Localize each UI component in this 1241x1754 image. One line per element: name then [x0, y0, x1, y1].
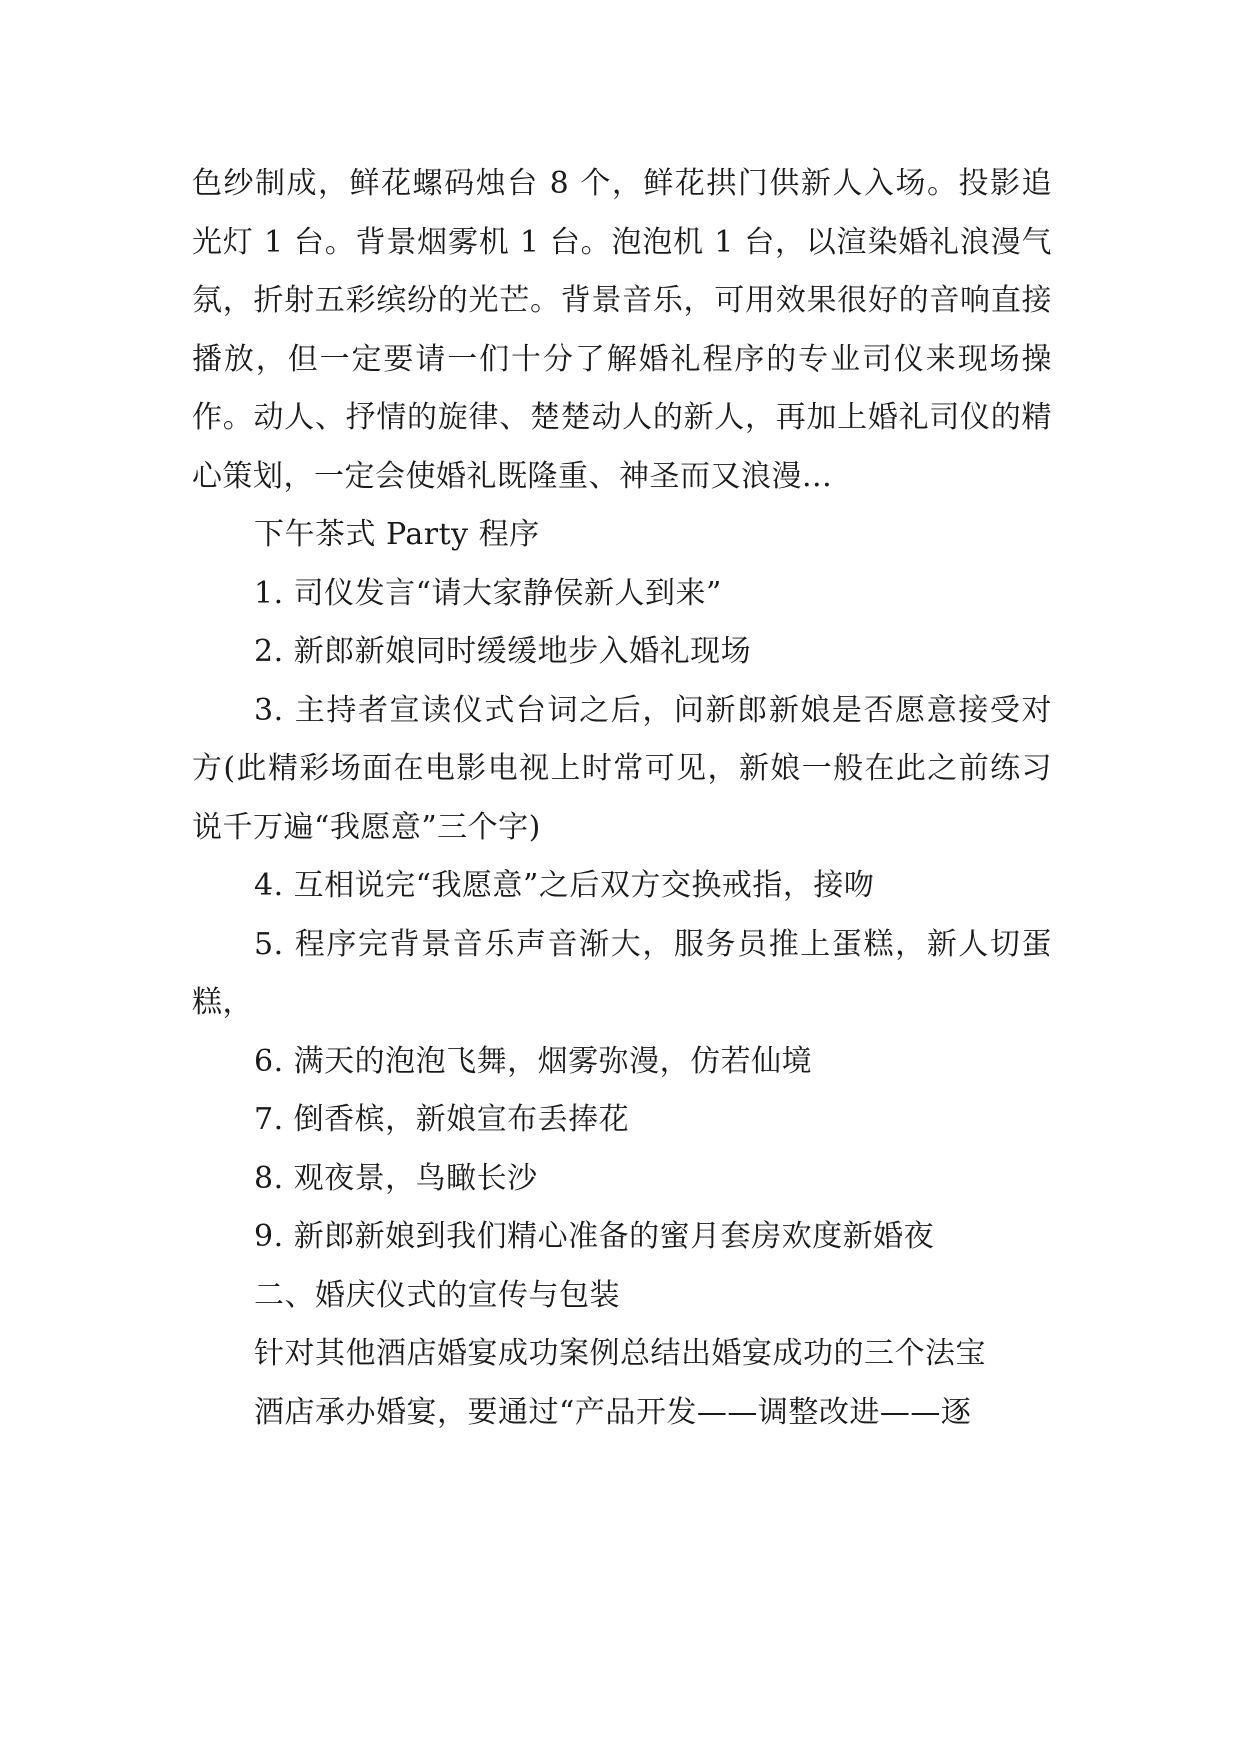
list-item-2: 2. 新郎新娘同时缓缓地步入婚礼现场 — [254, 634, 752, 669]
list-item-1: 1. 司仪发言“请大家静侯新人到来” — [254, 575, 722, 611]
list-item-4: 4. 互相说完“我愿意”之后双方交换戒指，接吻 — [254, 868, 875, 903]
paragraph-summary: 针对其他酒店婚宴成功案例总结出婚宴成功的三个法宝 — [254, 1336, 986, 1371]
list-item-3: 3. 主持者宣读仪式台词之后，问新郎新娘是否愿意接受对方(此精彩场面在电影电视上时常可见，新娘一般在此之前练习说千万遍“我愿意”三个字) — [192, 692, 1052, 845]
section-heading: 二、婚庆仪式的宣传与包装 — [254, 1277, 620, 1313]
document-body — [192, 155, 1052, 1442]
paragraph-heading-party-program: 下午茶式 Party 程序 — [254, 517, 540, 552]
paragraph-hotel-banquet: 酒店承办婚宴，要通过“产品开发——调整改进——逐 — [254, 1394, 972, 1430]
list-item-7: 7. 倒香槟，新娘宣布丢捧花 — [254, 1102, 630, 1137]
list-item-8: 8. 观夜景，鸟瞰长沙 — [254, 1160, 538, 1196]
list-item-6: 6. 满天的泡泡飞舞，烟雾弥漫，仿若仙境 — [254, 1043, 813, 1079]
paragraph-continuation: 色纱制成，鲜花螺码烛台 8 个，鲜花拱门供新人入场。投影追光灯 1 台。背景烟雾机 1 台。泡泡机 1 台，以渲染婚礼浪漫气氛，折射五彩缤纷的光芒。背景音乐，可用效果很好的音响直接播放，但一定要请一们十分了解婚礼程序的专业司仪来现场操作。动人、抒情的旋律、楚楚动人的新人，再加上婚礼司仪的精心策划，一定会使婚礼既隆重、神圣而又浪漫... — [192, 166, 1052, 494]
list-item-5: 5. 程序完背景音乐声音渐大，服务员推上蛋糕，新人切蛋糕， — [192, 926, 1052, 1020]
list-item-9: 9. 新郎新娘到我们精心准备的蜜月套房欢度新婚夜 — [254, 1219, 935, 1254]
